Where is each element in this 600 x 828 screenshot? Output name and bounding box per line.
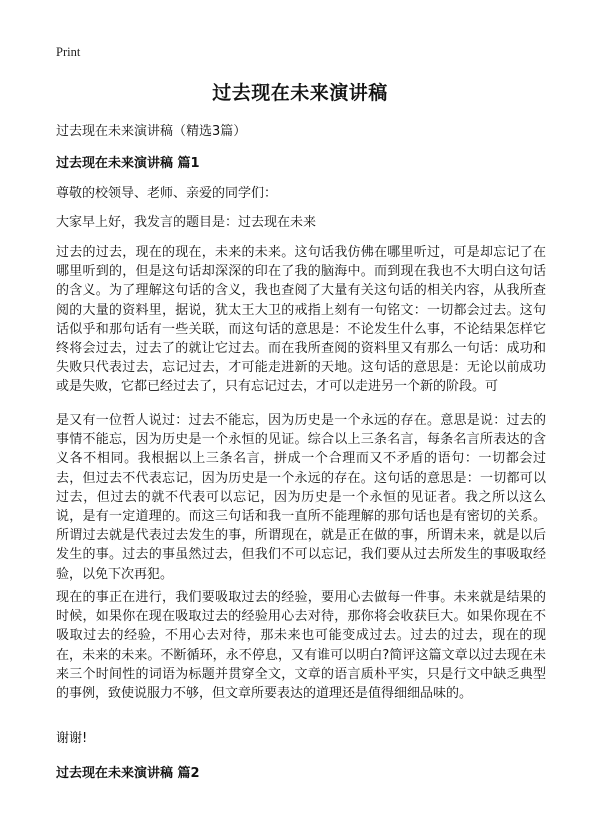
- thanks-paragraph: 谢谢!: [56, 731, 88, 746]
- body-paragraph-3: 现在的事正在进行，我们要吸取过去的经验，要用心去做每一件事。未来就是结果的时候，如果你在现在吸取过去的经验用心去对待，那你将会收获巨大。如果你现在不吸取过去的经验，不用心去对待，那未来也可能变成过去。过去的过去，现在的现在，未来的未来。不断循环，永不停息，又有谁可以明白?简评这篇文章以过去现在未来三个时间性的词语为标题并贯穿全文，文章的语言质朴平实，只是行文中缺乏典型的事例，致使说服力不够，但文章所要表达的道理还是值得细细品味的。: [56, 590, 546, 702]
- section-heading-1: 过去现在未来演讲稿 篇1: [56, 156, 200, 171]
- print-link[interactable]: Print: [56, 45, 81, 59]
- section-heading-2: 过去现在未来演讲稿 篇2: [56, 766, 200, 781]
- body-paragraph-1: 过去的过去，现在的现在，未来的未来。这句话我仿佛在哪里听过，可是却忘记了在哪里听到的，但是这句话却深深的印在了我的脑海中。而到现在我也不大明白这句话的含义。为了理解这句话的含义，我也查阅了大量有关这句话的相关内容，从我所查阅的大量的资料里，据说，犹太王大卫的戒指上刻有一句铭文：一切都会过去。这句话似乎和那句话有一些关联，而这句话的意思是：不论发生什么事，不论结果怎样它终将会过去，过去了的就让它过去。而在我所查阅的资料里又有那么一句话：成功和失败只代表过去，忘记过去，才可能走进新的天地。这句话的意思是：无论以前成功或是失败，它都已经过去了，只有忘记过去，才可以走进另一个新的阶段。可: [56, 245, 546, 395]
- document-subtitle: 过去现在未来演讲稿（精选3篇）: [56, 124, 247, 139]
- page-title: 过去现在未来演讲稿: [212, 82, 388, 104]
- greeting-paragraph: 尊敬的校领导、老师、亲爱的同学们：: [56, 186, 278, 201]
- body-paragraph-2: 是又有一位哲人说过：过去不能忘，因为历史是一个永远的存在。意思是说：过去的事情不能忘，因为历史是一个永恒的见证。综合以上三条名言，每条名言所表达的含义各不相同。我根据以上三条名言，拼成一个合理而又不矛盾的语句：一切都会过去，但过去不代表忘记，因为历史是一个永远的存在。这句话的意思是：一切都可以过去，但过去的就不代表可以忘记，因为历史是一个永恒的见证者。我之所以这么说，是有一定道理的。而这三句话和我一直所不能理解的那句话也是有密切的关系。所谓过去就是代表过去发生的事，所谓现在，就是正在做的事，所谓未来，就是以后发生的事。过去的事虽然过去，但我们不可以忘记，我们要从过去所发生的事吸取经验，以免下次再犯。: [56, 413, 546, 582]
- intro-paragraph: 大家早上好，我发言的题目是：过去现在未来: [56, 215, 317, 230]
